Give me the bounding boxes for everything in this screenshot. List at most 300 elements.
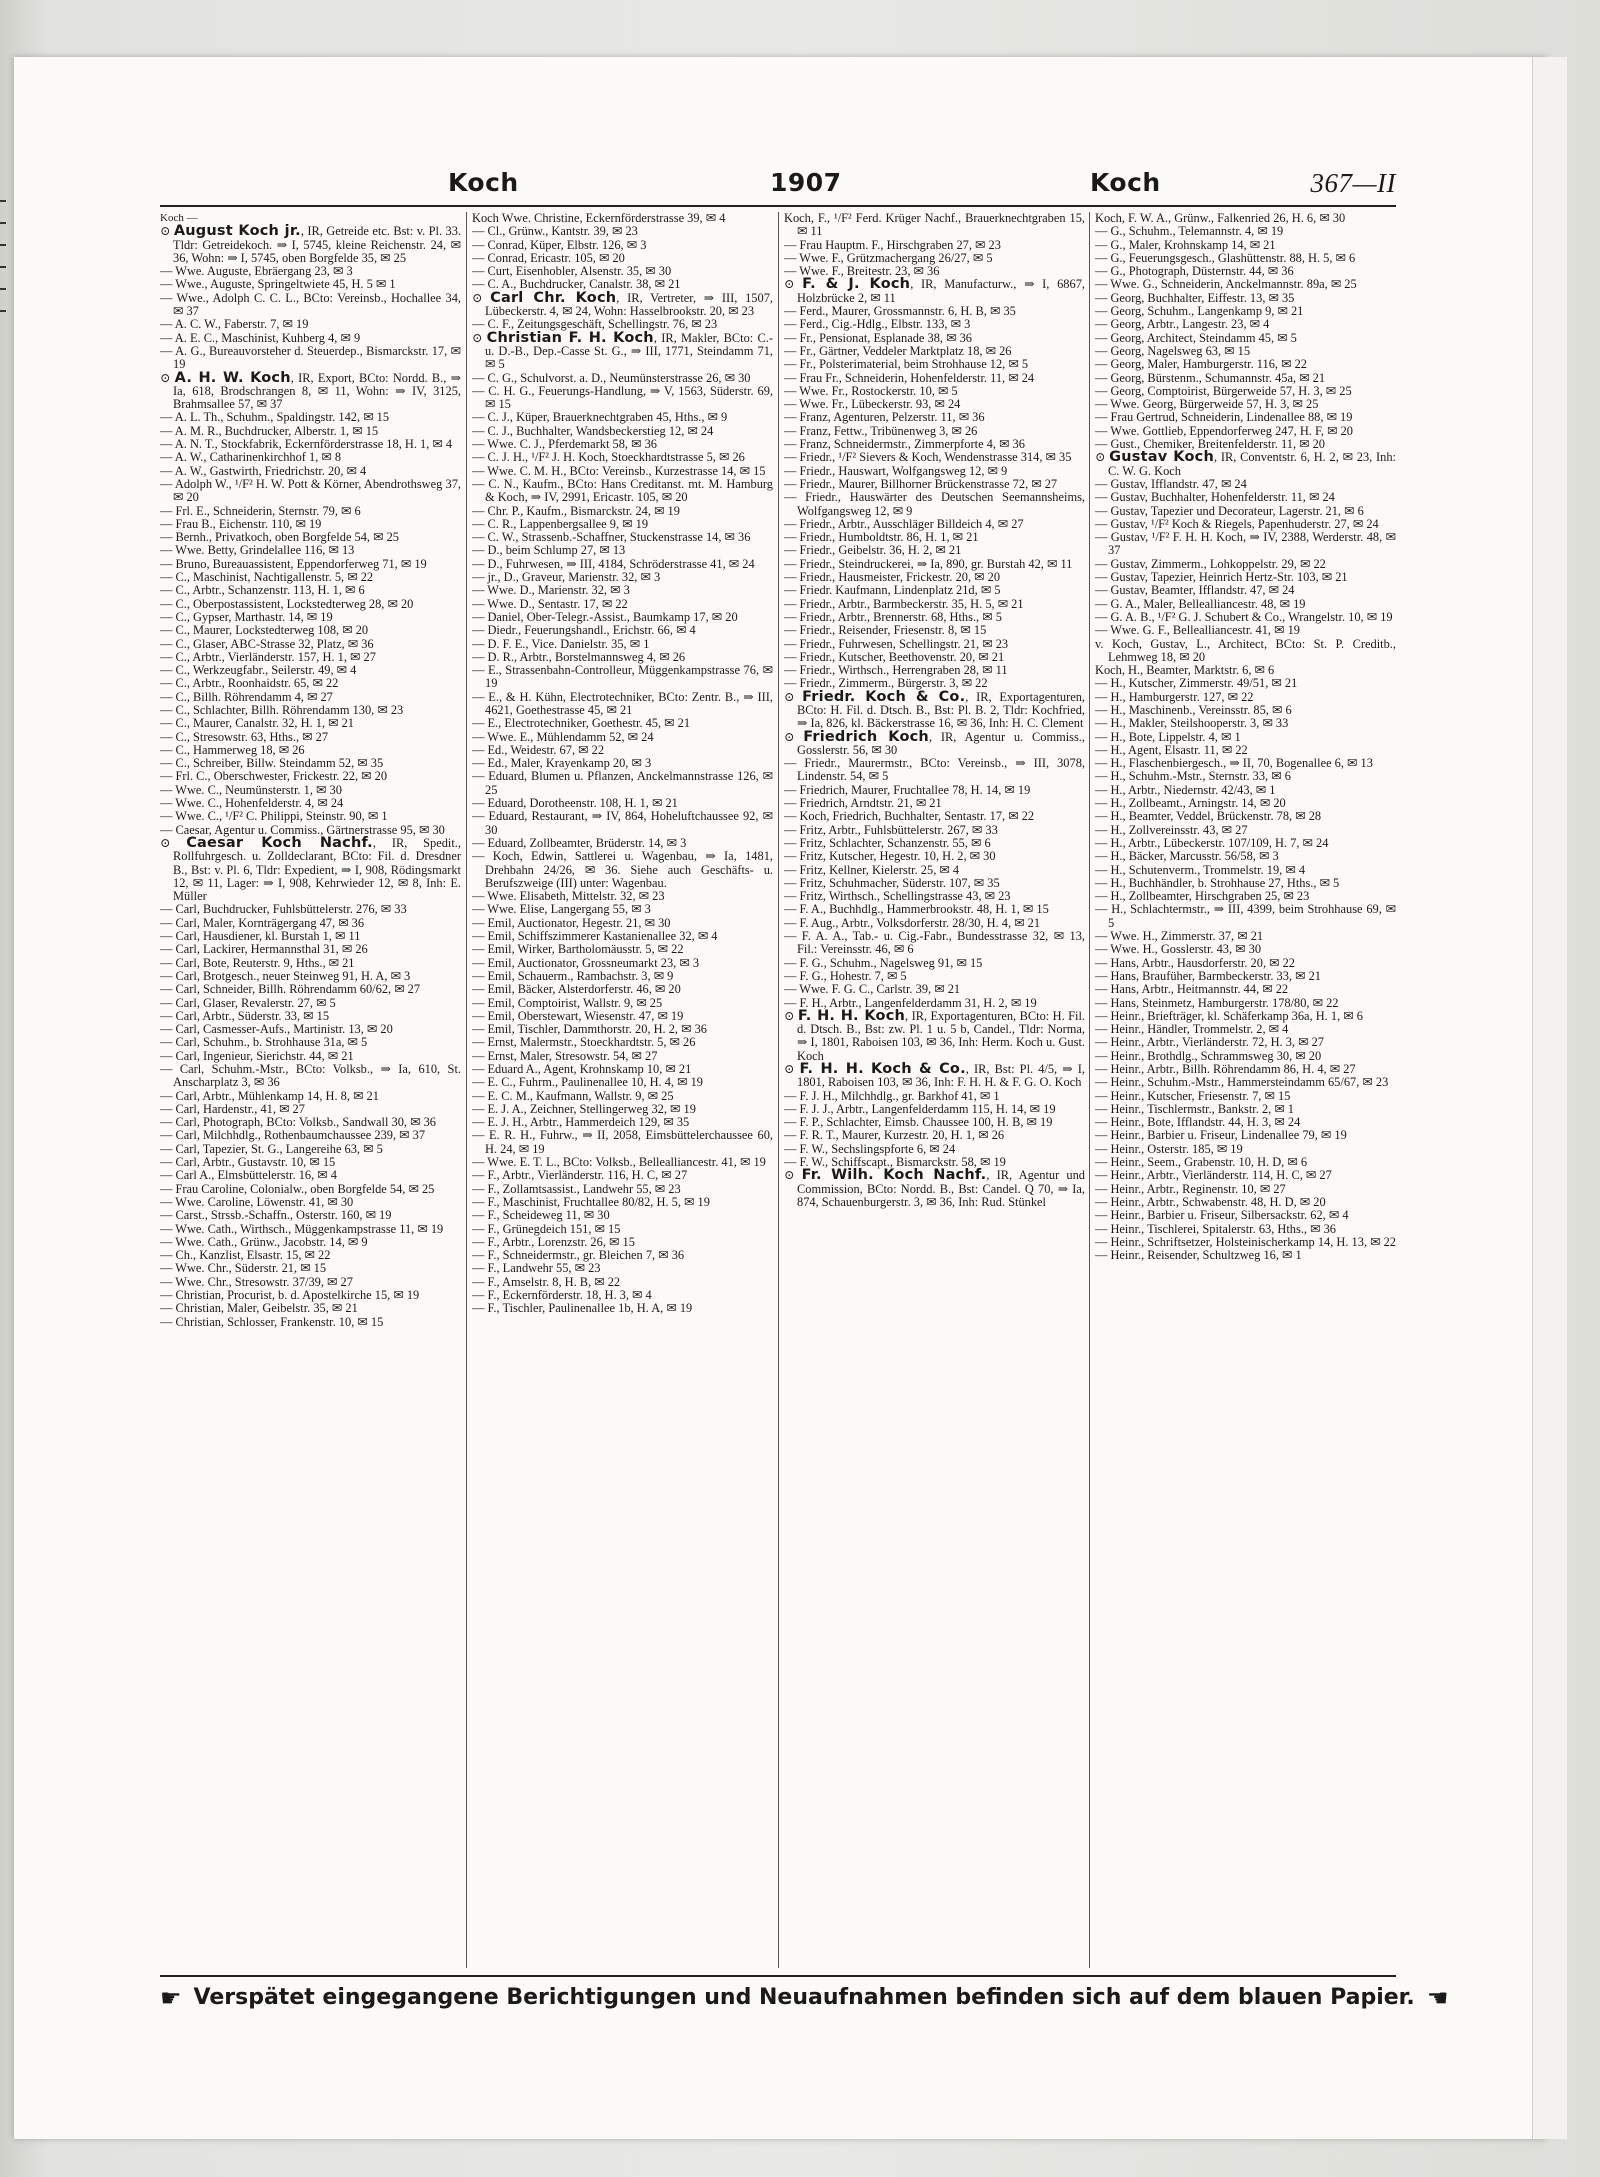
directory-entry: — F. Aug., Arbtr., Volksdorferstr. 28/30, H. 4, ✉ 21 (784, 915, 1041, 930)
directory-entry: — Franz, Schneidermstr., Zimmerpforte 4, ✉ 36 (784, 437, 1025, 452)
directory-entry: — Carl, Schuhm., b. Strohhause 31a, ✉ 5 (160, 1035, 368, 1050)
directory-entry: ⊙ Friedr. Koch & Co., IR, Exportagenturen, BCto: H. Fil. d. Dtsch. B., Bst: Pl. B. 2, Tldr: Kochfried, ⇒ Ia, 826, kl. Bäckerstrasse 16, ✉ 36, Inh: H. C. Clement (784, 688, 1085, 731)
directory-entry: — F. A. A., Tab.- u. Cig.-Fabr., Bundesstrasse 32, ✉ 13, Fil.: Vereinsstr. 46, ✉ 6 (784, 929, 1085, 957)
directory-entry: — Heinr., Arbtr., Schwabenstr. 48, H. D, ✉ 20 (1095, 1194, 1326, 1209)
directory-entry: — Wwe. Fr., Rostockerstr. 10, ✉ 5 (784, 383, 958, 398)
directory-entry: — Friedr., Steindruckerei, ⇒ Ia, 890, gr. Burstah 42, ✉ 11 (784, 556, 1073, 571)
directory-entry: ⊙ Gustav Koch, IR, Conventstr. 6, H. 2, ✉ 23, Inh: C. W. G. Koch (1095, 449, 1396, 478)
directory-entry: — Chr. P., Kaufm., Bismarckstr. 24, ✉ 19 (472, 503, 680, 518)
directory-entry: — C., Maschinist, Nachtigallenstr. 5, ✉ 22 (160, 570, 374, 585)
directory-entry: — Hans, Braufüher, Barmbeckerstr. 33, ✉ 21 (1095, 968, 1321, 983)
directory-entry: — F. J. J., Arbtr., Langenfelderdamm 115, H. 14, ✉ 19 (784, 1101, 1056, 1116)
directory-entry: — G., Schuhm., Telemannstr. 4, ✉ 19 (1095, 224, 1284, 239)
directory-entry: — Friedr., Arbtr., Barmbeckerstr. 35, H. 5, ✉ 21 (784, 596, 1024, 611)
footer-rule (160, 1975, 1396, 1977)
running-header (160, 168, 1396, 206)
directory-entry: — H., Arbtr., Lübeckerstr. 107/109, H. 7, ✉ 24 (1095, 835, 1329, 850)
directory-entry: — Wwe. F., Grützmachergang 26/27, ✉ 5 (784, 250, 993, 265)
directory-entry: — Bernh., Privatkoch, oben Borgfelde 54, ✉ 25 (160, 530, 399, 545)
directory-entry: — Georg, Maler, Hamburgerstr. 116, ✉ 22 (1095, 357, 1308, 372)
directory-entry: — Eduard, Restaurant, ⇒ IV, 864, Hoheluftchaussee 92, ✉ 30 (472, 809, 773, 837)
directory-entry: — Wwe. Auguste, Ebräergang 23, ✉ 3 (160, 264, 353, 279)
directory-entry: — Caesar, Agentur u. Commiss., Gärtnerstrasse 95, ✉ 30 (160, 822, 445, 837)
directory-entry: — Georg, Schuhm., Langenkamp 9, ✉ 21 (1095, 304, 1304, 319)
directory-entry: — Koch, Edwin, Sattlerei u. Wagenbau, ⇒ Ia, 1481, Drehbahn 24/26, ✉ 36. Siehe auch Geschäfts- u. Berufszweige (III) unter: Wagenbau. (472, 849, 773, 890)
directory-entry: — Gustav, ¹/F² Koch & Riegels, Papenhuderstr. 27, ✉ 24 (1095, 516, 1379, 531)
directory-entry: — Wwe. Georg, Bürgerweide 57, H. 3, ✉ 25 (1095, 397, 1319, 412)
directory-entry: — F., Grünegdeich 151, ✉ 15 (472, 1221, 621, 1236)
directory-entry: — H., Flaschenbiergesch., ⇒ II, 70, Bogenallee 6, ✉ 13 (1095, 756, 1373, 771)
directory-entry: — Friedr., Arbtr., Brennerstr. 68, Hths., ✉ 5 (784, 609, 1002, 624)
directory-entry: — Fr., Pensionat, Esplanade 38, ✉ 36 (784, 330, 972, 345)
directory-entry: — Fr., Gärtner, Veddeler Marktplatz 18, ✉ 26 (784, 343, 1012, 358)
directory-entry: — Gust., Chemiker, Breitenfelderstr. 11, ✉ 20 (1095, 437, 1326, 452)
directory-entry: — Eduard, Zollbeamter, Brüderstr. 14, ✉ 3 (472, 835, 687, 850)
directory-entry: — Georg, Buchhalter, Eiffestr. 13, ✉ 35 (1095, 290, 1295, 305)
directory-entry: — Heinr., Briefträger, kl. Schäferkamp 36a, H. 1, ✉ 6 (1095, 1008, 1363, 1023)
directory-entry: — Wwe. Gottlieb, Eppendorferweg 247, H. F, ✉ 20 (1095, 423, 1353, 438)
directory-entry: — Ed., Maler, Krayenkamp 20, ✉ 3 (472, 756, 652, 771)
directory-entry: — G., Photograph, Düsternstr. 44, ✉ 36 (1095, 264, 1294, 279)
directory-entry: — C. A., Buchdrucker, Canalstr. 38, ✉ 21 (472, 277, 681, 292)
directory-entry: — F., Schneidermstr., gr. Bleichen 7, ✉ 36 (472, 1248, 685, 1263)
directory-entry: — F., Tischler, Paulinenallee 1b, H. A, ✉ 19 (472, 1301, 693, 1316)
directory-entry: — Curt, Eisenhobler, Alsenstr. 35, ✉ 30 (472, 264, 672, 279)
directory-entry: — Wwe. G. F., Bellealliancestr. 41, ✉ 19 (1095, 623, 1300, 638)
directory-entry: — Carl, Milchhdlg., Rothenbaumchaussee 239, ✉ 37 (160, 1128, 426, 1143)
directory-entry: — C., Werkzeugfabr., Seilerstr. 49, ✉ 4 (160, 663, 357, 678)
directory-entry: — Fritz, Kellner, Kielerstr. 25, ✉ 4 (784, 862, 960, 877)
directory-entry: — Fr., Polsterimaterial, beim Strohhause 12, ✉ 5 (784, 357, 1029, 372)
directory-entry: — Friedr., Reisender, Friesenstr. 8, ✉ 15 (784, 623, 987, 638)
directory-entry: — Wwe., Auguste, Springeltwiete 45, H. 5 ✉ 1 (160, 277, 396, 292)
directory-entry: — G., Feuerungsgesch., Glashüttenstr. 88, H. 5, ✉ 6 (1095, 250, 1356, 265)
directory-entry: — F. R. T., Maurer, Kurzestr. 20, H. 1, ✉ 26 (784, 1128, 1005, 1143)
directory-entry: — Wwe. E. T. L., BCto: Volksb., Bellealliancestr. 41, ✉ 19 (472, 1155, 766, 1170)
directory-entry: — C. W., Strassenb.-Schaffner, Stuckenstrasse 14, ✉ 36 (472, 530, 751, 545)
directory-entry: — Gustav, Buchhalter, Hohenfelderstr. 11, ✉ 24 (1095, 490, 1335, 505)
directory-entry: — F. G., Hohestr. 7, ✉ 5 (784, 968, 907, 983)
directory-entry: — C. J., Buchhalter, Wandsbeckerstieg 12, ✉ 24 (472, 423, 714, 438)
directory-entry: — Heinr., Tischlermstr., Bankstr. 2, ✉ 1 (1095, 1101, 1295, 1116)
directory-entry: — Emil, Schauerm., Rambachstr. 3, ✉ 9 (472, 968, 674, 983)
directory-entry: — Friedr., Arbtr., Ausschläger Billdeich 4, ✉ 27 (784, 516, 1024, 531)
page-edge-strip (1532, 57, 1567, 2139)
directory-entry: — D. F. E., Vice. Danielstr. 35, ✉ 1 (472, 636, 650, 651)
directory-entry: ⊙ August Koch jr., IR, Getreide etc. Bst: v. Pl. 33. Tldr: Getreidekoch. ⇒ I, 5745, kleine Reichenstr. 24, ✉36, Wohn: ⇒ I, 5745, oben Borgfelde 35, ✉ 25 (160, 223, 461, 265)
directory-entry: — Ferd., Cig.-Hdlg., Elbstr. 133, ✉ 3 (784, 317, 971, 332)
directory-entry: — Heinr., Osterstr. 185, ✉ 19 (1095, 1141, 1243, 1156)
directory-entry: — F. W., Sechslingspforte 6, ✉ 24 (784, 1141, 956, 1156)
directory-entry: — Emil, Wirker, Bartholomäusstr. 5, ✉ 22 (472, 942, 684, 957)
directory-entry: — Ernst, Malermstr., Stoeckhardtstr. 5, ✉ 26 (472, 1035, 696, 1050)
directory-entry: — C., Arbtr., Roonhaidstr. 65, ✉ 22 (160, 676, 339, 691)
directory-entry: — Christian, Procurist, b. d. Apostelkirche 15, ✉ 19 (160, 1288, 420, 1303)
directory-entry: — Heinr., Händler, Trommelstr. 2, ✉ 4 (1095, 1022, 1289, 1037)
footer-notice (160, 1984, 1449, 2016)
directory-entry: — Heinr., Schriftsetzer, Holsteinischerkamp 14, H. 13, ✉ 22 (1095, 1234, 1396, 1249)
directory-entry: — Georg, Arbtr., Langestr. 23, ✉ 4 (1095, 317, 1270, 332)
directory-entry: — Ernst, Maler, Stresowstr. 54, ✉ 27 (472, 1048, 658, 1063)
directory-entry: — F. J. H., Milchhdlg., gr. Barkhof 41, ✉ 1 (784, 1088, 1000, 1103)
directory-entry: — Wwe. Elise, Langergang 55, ✉ 3 (472, 902, 651, 917)
directory-entry: — F. A., Buchhdlg., Hammerbrookstr. 48, H. 1, ✉ 15 (784, 902, 1049, 917)
directory-entry: — E. C., Fuhrm., Paulinenallee 10, H. 4, ✉ 19 (472, 1075, 703, 1090)
directory-entry: — Wwe. Elisabeth, Mittelstr. 32, ✉ 23 (472, 889, 665, 904)
directory-entry: — Carl, Brotgesch., neuer Steinweg 91, H. A, ✉ 3 (160, 968, 411, 983)
directory-entry: — F., Amselstr. 8, H. B, ✉ 22 (472, 1274, 621, 1289)
column-4 (1095, 212, 1396, 1968)
directory-entry: — A. G., Bureauvorsteher d. Steuerdep., Bismarckstr. 17, ✉ 19 (160, 343, 461, 372)
directory-entry: — Heinr., Brothdlg., Schrammsweg 30, ✉ 20 (1095, 1048, 1322, 1063)
directory-entry: — Wwe. C., Hohenfelderstr. 4, ✉ 24 (160, 796, 344, 811)
directory-entry: — Fritz, Schlachter, Schanzenstr. 55, ✉ 6 (784, 835, 991, 850)
directory-entry: — Gustav, Tapezier und Decorateur, Lagerstr. 21, ✉ 6 (1095, 503, 1364, 518)
directory-entry: — Frau B., Eichenstr. 110, ✉ 19 (160, 516, 322, 531)
directory-entry: — Georg, Comptoirist, Bürgerweide 57, H. 3, ✉ 25 (1095, 383, 1352, 398)
directory-entry: — Heinr., Arbtr., Reginenstr. 10, ✉ 27 (1095, 1181, 1286, 1196)
directory-entry: — Frl. E., Schneiderin, Sternstr. 79, ✉ 6 (160, 503, 361, 518)
directory-entry: — Heinr., Barbier u. Friseur, Silbersackstr. 62, ✉ 4 (1095, 1208, 1349, 1223)
directory-entry: — Hans, Arbtr., Hausdorferstr. 20, ✉ 22 (1095, 955, 1296, 970)
directory-entry: — C., Hammerweg 18, ✉ 26 (160, 742, 305, 757)
directory-entry: ⊙ Caesar Koch Nachf., IR, Spedit., Rollfuhrgesch. u. Zolldeclarant, BCto: Fil. d. Dresdner B., Bst: v. Pl. 6, Tldr: Expedient, ⇒ I, 908, Rödingsmarkt 12, ✉ 11, Lager: ⇒ I, 908, Kehrwieder 12, ✉ 8, Inh: E. Müller (160, 834, 461, 904)
directory-entry: — F. P., Schlachter, Eimsb. Chaussee 100, H. B, ✉ 19 (784, 1115, 1053, 1130)
directory-entry: — Franz, Agenturen, Pelzerstr. 11, ✉ 36 (784, 410, 985, 425)
directory-entry: — Wwe. E., Mühlendamm 52, ✉ 24 (472, 729, 654, 744)
directory-entry: — Carl, Buchdrucker, Fuhlsbüttelerstr. 276, ✉ 33 (160, 902, 407, 917)
directory-entry: — Bruno, Bureauassistent, Eppendorferweg 71, ✉ 19 (160, 556, 427, 571)
directory-entry: — Friedr., Geibelstr. 36, H. 2, ✉ 21 (784, 543, 962, 558)
directory-entry: — Georg, Architect, Steindamm 45, ✉ 5 (1095, 330, 1297, 345)
directory-entry: — Adolph W., ¹/F² H. W. Pott & Körner, Abendrothsweg 37, ✉ 20 (160, 476, 461, 505)
directory-entry: — H., Bote, Lippelstr. 4, ✉ 1 (1095, 729, 1241, 744)
directory-entry: — Christian, Schlosser, Frankenstr. 10, ✉ 15 (160, 1314, 384, 1329)
directory-entry: — Carl, Hardenstr., 41, ✉ 27 (160, 1101, 305, 1116)
directory-entry: — C., Arbtr., Vierländerstr. 157, H. 1, ✉ 27 (160, 649, 376, 664)
header-rule (160, 205, 1396, 207)
directory-entry: — H., Buchhändler, b. Strohhause 27, Hths., ✉ 5 (1095, 875, 1340, 890)
directory-entry: — Wwe. Cath., Grünw., Jacobstr. 14, ✉ 9 (160, 1234, 368, 1249)
directory-entry: — H., Schlachtermstr., ⇒ III, 4399, beim Strohhause 69, ✉ 5 (1095, 902, 1396, 930)
directory-entry: — A. L. Th., Schuhm., Spaldingstr. 142, ✉ 15 (160, 410, 390, 425)
directory-entry: — C. J. H., ¹/F² J. H. Koch, Stoeckhardtstrasse 5, ✉ 26 (472, 450, 745, 465)
directory-entry: — Carl A., Elmsbüttelerstr. 16, ✉ 4 (160, 1168, 337, 1183)
directory-entry: — Gustav, Zimmerm., Lohkoppelstr. 29, ✉ 22 (1095, 556, 1326, 571)
directory-entry: — Frau Gertrud, Schneiderin, Lindenallee 88, ✉ 19 (1095, 410, 1353, 425)
directory-entry: — E. R. H., Fuhrw., ⇒ II, 2058, Eimsbüttelerchaussee 60, H. 24, ✉ 19 (472, 1128, 773, 1156)
directory-entry: — Daniel, Ober-Telegr.-Assist., Baumkamp 17, ✉ 20 (472, 609, 738, 624)
directory-entry: — Cl., Grünw., Kantstr. 39, ✉ 23 (472, 224, 638, 239)
footer-notice-text: Verspätet eingegangene Berichtigungen und Neuaufnahmen befinden sich auf dem blauen Papier. (193, 1985, 1415, 2010)
directory-entry: — C., Arbtr., Schanzenstr. 113, H. 1, ✉ 6 (160, 583, 365, 598)
directory-entry: — Christian, Maler, Geibelstr. 35, ✉ 21 (160, 1301, 358, 1316)
directory-entry: — Fritz, Schuhmacher, Süderstr. 107, ✉ 35 (784, 875, 1000, 890)
directory-entry: — F. W., Schiffscapt., Bismarckstr. 58, ✉ 19 (784, 1155, 1006, 1170)
directory-entry: — C., Maurer, Canalstr. 32, H. 1, ✉ 21 (160, 716, 355, 731)
directory-entry: — Conrad, Küper, Elbstr. 126, ✉ 3 (472, 237, 647, 252)
directory-entry: — H., Bäcker, Marcusstr. 56/58, ✉ 3 (1095, 849, 1279, 864)
binding-edge-marks (0, 180, 10, 440)
directory-entry: — Wwe. C., ¹/F² C. Philippi, Steinstr. 90, ✉ 1 (160, 809, 388, 824)
directory-entry: — Heinr., Bote, Ifflandstr. 44, H. 3, ✉ 24 (1095, 1115, 1301, 1130)
directory-entry: — E. C. M., Kaufmann, Wallstr. 9, ✉ 25 (472, 1088, 674, 1103)
header-year: 1907 (770, 168, 842, 197)
directory-entry: — Heinr., Barbier u. Friseur, Lindenallee 79, ✉ 19 (1095, 1128, 1347, 1143)
directory-entry: — C., Schlachter, Billh. Röhrendamm 130, ✉ 23 (160, 702, 404, 717)
directory-entry: — Emil, Auctionator, Hegestr. 21, ✉ 30 (472, 915, 671, 930)
directory-entry: — E., Electrotechniker, Goethestr. 45, ✉ 21 (472, 716, 691, 731)
directory-entry: — Carl, Arbtr., Gustavstr. 10, ✉ 15 (160, 1155, 336, 1170)
directory-entry: — Friedr., Hauswärter des Deutschen Seemannsheims, Wolfgangsweg 12, ✉ 9 (784, 490, 1085, 518)
directory-entry: — Eduard, Dorotheenstr. 108, H. 1, ✉ 21 (472, 796, 678, 811)
directory-entry: — Ch., Kanzlist, Elsastr. 15, ✉ 22 (160, 1248, 331, 1263)
directory-entry: Koch, F., ¹/F² Ferd. Krüger Nachf., Brauerknechtgraben 15, ✉ 11 (784, 212, 1085, 239)
directory-entry: — C., Schreiber, Billw. Steindamm 52, ✉ 35 (160, 756, 384, 771)
directory-entry: — Hans, Steinmetz, Hamburgerstr. 178/80, ✉ 22 (1095, 995, 1339, 1010)
directory-entry: — Carl, Maler, Kornträgergang 47, ✉ 36 (160, 915, 365, 930)
directory-entry: — F. G., Schuhm., Nagelsweg 91, ✉ 15 (784, 955, 983, 970)
directory-entry: — E., Strassenbahn-Controlleur, Müggenkampstrasse 76, ✉ 19 (472, 663, 773, 691)
pointing-hand-icon: ☛ (1426, 1984, 1449, 2012)
directory-entry: — Emil, Oberstewart, Wiesenstr. 47, ✉ 19 (472, 1008, 684, 1023)
directory-entry: — Friedrich, Maurer, Fruchtallee 78, H. 14, ✉ 19 (784, 782, 1031, 797)
directory-entry: — Wwe. Caroline, Löwenstr. 41, ✉ 30 (160, 1194, 354, 1209)
directory-entry: — C., Gypser, Marthastr. 14, ✉ 19 (160, 609, 333, 624)
directory-entry: — Carl, Lackirer, Hermannsthal 31, ✉ 26 (160, 942, 368, 957)
directory-entry: — A. N. T., Stockfabrik, Eckernförderstrasse 18, H. 1, ✉ 4 (160, 437, 453, 452)
pointing-hand-icon: ☛ (160, 1984, 182, 2012)
directory-entry: — Carst., Strssb.-Schaffn., Osterstr. 160, ✉ 19 (160, 1208, 392, 1223)
directory-entry: Koch, H., Beamter, Marktstr. 6, ✉ 6 (1095, 663, 1275, 678)
directory-entry: — Friedr., Hausmeister, Frickestr. 20, ✉ 20 (784, 570, 1001, 585)
directory-entry: — Heinr., Arbtr., Vierländerstr. 72, H. 3, ✉ 27 (1095, 1035, 1324, 1050)
directory-entry: — Hans, Arbtr., Heitmannstr. 44, ✉ 22 (1095, 982, 1289, 997)
directory-entry: — E. J. A., Zeichner, Stellingerweg 32, ✉ 19 (472, 1101, 696, 1116)
directory-entry: — Friedr., Maurer, Billhorner Brückenstrasse 72, ✉ 27 (784, 476, 1058, 491)
directory-entry: — H., Schutenverm., Trommelstr. 19, ✉ 4 (1095, 862, 1306, 877)
directory-entry: — Wwe. C., Neumünsterstr. 1, ✉ 30 (160, 782, 342, 797)
directory-entry: — Friedrich, Arndtstr. 21, ✉ 21 (784, 796, 942, 811)
directory-entry: — Heinr., Seem., Grabenstr. 10, H. D, ✉ 6 (1095, 1155, 1308, 1170)
directory-entry: — F., Eckernförderstr. 18, H. 3, ✉ 4 (472, 1288, 652, 1303)
directory-entry: — jr., D., Graveur, Marienstr. 32, ✉ 3 (472, 570, 661, 585)
column-divider (1089, 212, 1090, 1968)
directory-entry: — Gustav, Beamter, Ifflandstr. 47, ✉ 24 (1095, 583, 1295, 598)
directory-entry: — C., Billh. Röhrendamm 4, ✉ 27 (160, 689, 333, 704)
directory-entry: — Heinr., Arbtr., Billh. Röhrendamm 86, H. 4, ✉ 27 (1095, 1062, 1356, 1076)
directory-entry: — Wwe. D., Sentastr. 17, ✉ 22 (472, 596, 628, 611)
directory-entry: Koch — (160, 212, 198, 224)
directory-entry: — Wwe. F., Breitestr. 23, ✉ 36 (784, 264, 940, 279)
directory-entry: — H., Maschinenb., Vereinsstr. 85, ✉ 6 (1095, 702, 1292, 717)
directory-entry: — Emil, Comptoirist, Wallstr. 9, ✉ 25 (472, 995, 663, 1010)
directory-entry: — H., Makler, Steilshooperstr. 3, ✉ 33 (1095, 716, 1289, 731)
directory-entry: — Koch, Friedrich, Buchhalter, Sentastr. 17, ✉ 22 (784, 809, 1035, 824)
directory-entry: — Gustav, ¹/F² F. H. H. Koch, ⇒ IV, 2388, Werderstr. 48, ✉ 37 (1095, 530, 1396, 558)
directory-entry: — Carl, Arbtr., Süderstr. 33, ✉ 15 (160, 1008, 330, 1023)
directory-entry: — Heinr., Kutscher, Friesenstr. 7, ✉ 15 (1095, 1088, 1291, 1103)
directory-entry: — Gustav, Tapezier, Heinrich Hertz-Str. 103, ✉ 21 (1095, 570, 1348, 585)
directory-entry: — Wwe. C. M. H., BCto: Vereinsb., Kurzestrasse 14, ✉ 15 (472, 463, 766, 478)
directory-entry: — Friedr., Kutscher, Beethovenstr. 20, ✉ 21 (784, 649, 1005, 664)
directory-entry: — C. H. G., Feuerungs-Handlung, ⇒ V, 1563, Süderstr. 69, ✉ 15 (472, 383, 773, 412)
directory-entry: Koch Wwe. Christine, Eckernförderstrasse 39, ✉ 4 (472, 212, 726, 225)
directory-entry: — G. A., Maler, Bellealliancestr. 48, ✉ 19 (1095, 596, 1306, 611)
directory-entry: — Carl, Schuhm.-Mstr., BCto: Volksb., ⇒ Ia, 610, St. Anscharplatz 3, ✉ 36 (160, 1062, 461, 1090)
directory-entry: — Friedr., Hauswart, Wolfgangsweg 12, ✉ 9 (784, 463, 1008, 478)
directory-entry: — Frau Hauptm. F., Hirschgraben 27, ✉ 23 (784, 237, 1001, 252)
directory-entry: — G. A. B., ¹/F² G. J. Schubert & Co., Wrangelstr. 10, ✉ 19 (1095, 609, 1393, 624)
directory-entry: — Friedr. Kaufmann, Lindenplatz 21d, ✉ 5 (784, 583, 1001, 598)
directory-entry: — D., Fuhrwesen, ⇒ III, 4184, Schröderstrasse 41, ✉ 24 (472, 556, 755, 571)
directory-entry: — H., Beamter, Veddel, Brückenstr. 78, ✉ 28 (1095, 809, 1322, 824)
directory-entry: — Emil, Tischler, Dammthorstr. 20, H. 2, ✉ 36 (472, 1022, 707, 1037)
directory-entry: — Heinr., Tischlerei, Spitalerstr. 63, Hths., ✉ 36 (1095, 1221, 1336, 1236)
directory-entry: — Carl, Schneider, Billh. Röhrendamm 60/62, ✉ 27 (160, 982, 421, 997)
directory-entry: — A. W., Gastwirth, Friedrichstr. 20, ✉ 4 (160, 463, 367, 478)
directory-entry: — Carl, Tapezier, St. G., Langereihe 63, ✉ 5 (160, 1141, 383, 1156)
directory-entry: — F., Landwehr 55, ✉ 23 (472, 1261, 601, 1276)
directory-entry: — H., Agent, Elsastr. 11, ✉ 22 (1095, 742, 1248, 757)
directory-entry: — F., Arbtr., Lorenzstr. 26, ✉ 15 (472, 1234, 635, 1249)
directory-entry: — C. R., Lappenbergsallee 9, ✉ 19 (472, 516, 649, 531)
directory-entry: — Friedr., Humboldtstr. 86, H. 1, ✉ 21 (784, 530, 979, 545)
directory-entry: — Wwe., Adolph C. C. L., BCto: Vereinsb., Hochallee 34, ✉ 37 (160, 290, 461, 319)
directory-entry: — Wwe. F. G. C., Carlstr. 39, ✉ 21 (784, 982, 961, 997)
directory-entry: — Georg, Nagelsweg 63, ✉ 15 (1095, 343, 1251, 358)
directory-entry: ⊙ F. H. H. Koch, IR, Exportagenturen, BCto: H. Fil. d. Dtsch. B., Bst: zw. Pl. 1 u. 5 b, Candel., Tldr: Norma, ⇒ I, 1801, Raboisen 103, ✉ 36, Inh: Herm. Koch u. Gust. Koch (784, 1007, 1085, 1063)
directory-entry: — Wwe. Betty, Grindelallee 116, ✉ 13 (160, 543, 355, 558)
directory-entry: ⊙ Fr. Wilh. Koch Nachf., IR, Agentur und Commission, BCto: Nordd. B., Bst: Candel. Q 70, ⇒ Ia, 874, Schauenburgerstr. 3, ✉ 36, Inh: Rud. Stünkel (784, 1167, 1085, 1209)
directory-entry: — Carl, Ingenieur, Sierichstr. 44, ✉ 21 (160, 1048, 354, 1063)
directory-entry: — Friedr., Fuhrwesen, Schellingstr. 21, ✉ 23 (784, 636, 1009, 651)
directory-entry: — F., Zollamtsassist., Landwehr 55, ✉ 23 (472, 1181, 681, 1196)
directory-entry: ⊙ Friedrich Koch, IR, Agentur u. Commiss., Gosslerstr. 56, ✉ 30 (784, 728, 1085, 757)
directory-entry: — Conrad, Ericastr. 105, ✉ 20 (472, 250, 625, 265)
directory-entry: — Wwe. G., Schneiderin, Anckelmannstr. 89a, ✉ 25 (1095, 277, 1357, 292)
directory-entry: — A. M. R., Buchdrucker, Alberstr. 1, ✉ 15 (160, 423, 379, 438)
directory-entry: — F., Maschinist, Fruchtallee 80/82, H. 5, ✉ 19 (472, 1194, 710, 1209)
directory-entry: — F. H., Arbtr., Langenfelderdamm 31, H. 2, ✉ 19 (784, 995, 1037, 1010)
directory-entry: — Ferd., Maurer, Grossmannstr. 6, H. B, ✉ 35 (784, 304, 1016, 319)
directory-entry: — Friedr., Wirthsch., Herrengraben 28, ✉ 11 (784, 663, 1008, 678)
directory-entry: — C. F., Zeitungsgeschäft, Schellingstr. 76, ✉ 23 (472, 317, 718, 332)
directory-entry: — Carl, Glaser, Revalerstr. 27, ✉ 5 (160, 995, 336, 1010)
directory-entry: — Carl, Arbtr., Mühlenkamp 14, H. 8, ✉ 21 (160, 1088, 379, 1103)
directory-entry: — Emil, Schiffszimmerer Kastanienallee 32, ✉ 4 (472, 929, 718, 944)
directory-entry: ⊙ Carl Chr. Koch, IR, Vertreter, ⇒ III, 1507, Lübeckerstr. 4, ✉ 24, Wohn: Hasselbrookstr. 20, ✉ 23 (472, 289, 773, 319)
directory-entry: Koch, F. W. A., Grünw., Falkenried 26, H. 6, ✉ 30 (1095, 212, 1346, 225)
directory-entry: — F., Scheideweg 11, ✉ 30 (472, 1208, 610, 1223)
directory-entry: — A. C. W., Faberstr. 7, ✉ 19 (160, 317, 309, 332)
column-3 (784, 212, 1085, 1968)
directory-entry: — Wwe. H., Zimmerstr. 37, ✉ 21 (1095, 929, 1264, 944)
directory-entry: — Fritz, Kutscher, Hegestr. 10, H. 2, ✉ 30 (784, 849, 996, 864)
directory-entry: — Georg, Bürstenm., Schumannstr. 45a, ✉ 21 (1095, 370, 1326, 385)
header-right-word: Koch (1090, 168, 1161, 197)
directory-entry: — Fritz, Wirthsch., Schellingstrasse 43, ✉ 23 (784, 889, 1011, 904)
directory-entry: — C. J., Küper, Brauerknechtgraben 45, Hths., ✉ 9 (472, 410, 728, 425)
directory-entry: — Fritz, Arbtr., Fuhlsbüttelerstr. 267, ✉ 33 (784, 822, 998, 837)
directory-entry: — C., Glaser, ABC-Strasse 32, Platz, ✉ 36 (160, 636, 374, 651)
directory-entry: — Frau Fr., Schneiderin, Hohenfelderstr. 11, ✉ 24 (784, 370, 1035, 385)
column-1 (160, 212, 461, 1968)
directory-entry: — Carl, Hausdiener, kl. Burstah 1, ✉ 11 (160, 929, 361, 944)
directory-entry: — C. G., Schulvorst. a. D., Neumünsterstrasse 26, ✉ 30 (472, 370, 751, 385)
directory-entry: — H., Arbtr., Niedernstr. 42/43, ✉ 1 (1095, 782, 1276, 797)
directory-entry: — Heinr., Schuhm.-Mstr., Hammersteindamm 65/67, ✉ 23 (1095, 1075, 1389, 1090)
directory-entry: — Diedr., Feuerungshandl., Erichstr. 66, ✉ 4 (472, 623, 696, 638)
column-divider (778, 212, 779, 1968)
directory-entry: — Friedr., Zimmerm., Bürgerstr. 3, ✉ 22 (784, 676, 988, 691)
directory-entry: — Frl. C., Oberschwester, Frickestr. 22, ✉ 20 (160, 769, 388, 784)
directory-entry: — A. E. C., Maschinist, Kuhberg 4, ✉ 9 (160, 330, 361, 345)
directory-entry: — Wwe. Fr., Lübeckerstr. 93, ✉ 24 (784, 397, 961, 412)
directory-entry: ⊙ F. & J. Koch, IR, Manufacturw., ⇒ I, 6867, Holzbrücke 2, ✉ 11 (784, 276, 1085, 305)
directory-entry: — Friedr., ¹/F² Sievers & Koch, Wendenstrasse 314, ✉ 35 (784, 450, 1072, 465)
directory-entry: — Eduard A., Agent, Krohnskamp 10, ✉ 21 (472, 1062, 692, 1076)
directory-entry: — E. J. H., Arbtr., Hammerdeich 129, ✉ 35 (472, 1115, 690, 1130)
directory-entry: v. Koch, Gustav, L., Architect, BCto: St. P. Creditb., Lehmweg 18, ✉ 20 (1095, 636, 1396, 664)
directory-entry: — Frau Caroline, Colonialw., oben Borgfelde 54, ✉ 25 (160, 1181, 435, 1196)
directory-entry: — D. R., Arbtr., Borstelmannsweg 4, ✉ 26 (472, 649, 686, 664)
column-divider (466, 212, 467, 1968)
directory-entry: — Wwe. D., Marienstr. 32, ✉ 3 (472, 583, 630, 598)
directory-entry: — Franz, Fettw., Tribünenweg 3, ✉ 26 (784, 423, 978, 438)
directory-entry: — H., Zollbeamter, Hirschgraben 25, ✉ 23 (1095, 889, 1310, 904)
directory-entry: — C. N., Kaufm., BCto: Hans Creditanst. mt. M. Hamburg & Koch, ⇒ IV, 2991, Ericastr. 105, ✉ 20 (472, 476, 773, 505)
directory-entry: — Emil, Auctionator, Grossneumarkt 23, ✉ 3 (472, 955, 700, 970)
directory-entry: — Eduard, Blumen u. Pflanzen, Anckelmannstrasse 126, ✉ 25 (472, 769, 773, 797)
directory-entry: ⊙ Christian F. H. Koch, IR, Makler, BCto: C.- u. D.-B., Dep.-Casse St. G., ⇒ III, 1771, Steindamm 71, ✉ 5 (472, 329, 773, 372)
directory-entry: — Wwe. Chr., Stresowstr. 37/39, ✉ 27 (160, 1274, 353, 1289)
directory-entry: — A. W., Catharinenkirchhof 1, ✉ 8 (160, 450, 342, 465)
directory-entry: — Carl, Bote, Reuterstr. 9, Hths., ✉ 21 (160, 955, 355, 970)
directory-entry: — E., & H. Kühn, Electrotechniker, BCto: Zentr. B., ⇒ III, 4621, Goethestrasse 45, ✉ 21 (472, 689, 773, 717)
directory-entry: — H., Zollvereinsstr. 43, ✉ 27 (1095, 822, 1248, 837)
directory-entry: — Heinr., Reisender, Schultzweg 16, ✉ 1 (1095, 1248, 1302, 1263)
directory-entry: — Heinr., Arbtr., Vierländerstr. 114, H. C, ✉ 27 (1095, 1168, 1332, 1183)
directory-entry: — Carl, Casmesser-Aufs., Martinistr. 13, ✉ 20 (160, 1022, 393, 1037)
directory-entry: — H., Schuhm.-Mstr., Sternstr. 33, ✉ 6 (1095, 769, 1291, 784)
directory-entry: — Carl, Photograph, BCto: Volksb., Sandwall 30, ✉ 36 (160, 1115, 436, 1130)
directory-entry: — Wwe. C. J., Pferdemarkt 58, ✉ 36 (472, 437, 657, 452)
directory-entry: — C., Maurer, Lockstedterweg 108, ✉ 20 (160, 623, 369, 638)
directory-entry: — C., Oberpostassistent, Lockstedterweg 28, ✉ 20 (160, 596, 414, 611)
directory-entry: — Gustav, Ifflandstr. 47, ✉ 24 (1095, 476, 1247, 491)
directory-entry: — Friedr., Maurermstr., BCto: Vereinsb., ⇒ III, 3078, Lindenstr. 54, ✉ 5 (784, 756, 1085, 784)
directory-entry: ⊙ A. H. W. Koch, IR, Export, BCto: Nordd. B., ⇒ Ia, 618, Brodschrangen 8, ✉ 11, Wohn: ⇒ IV, 3125, Brahmsallee 57, ✉ 37 (160, 369, 461, 412)
column-2 (472, 212, 773, 1968)
directory-entry: — F., Arbtr., Vierländerstr. 116, H. C, ✉ 27 (472, 1168, 688, 1183)
directory-entry: — Ed., Weidestr. 67, ✉ 22 (472, 742, 605, 757)
directory-columns (160, 212, 1396, 1968)
page-number: 367—II (1310, 168, 1396, 198)
directory-entry: — Wwe. Chr., Süderstr. 21, ✉ 15 (160, 1261, 327, 1276)
directory-entry: — C., Stresowstr. 63, Hths., ✉ 27 (160, 729, 329, 744)
directory-entry: ⊙ F. H. H. Koch & Co., IR, Bst: Pl. 4/5, ⇒ I, 1801, Raboisen 103, ✉ 36, Inh: F. H. H. & F. G. O. Koch (784, 1061, 1085, 1090)
header-left-word: Koch (448, 168, 519, 197)
directory-entry: — H., Hamburgerstr. 127, ✉ 22 (1095, 689, 1254, 704)
directory-entry: — H., Zollbeamt., Arningstr. 14, ✉ 20 (1095, 796, 1286, 811)
directory-entry: — G., Maler, Krohnskamp 14, ✉ 21 (1095, 237, 1276, 252)
directory-entry: — Wwe. H., Gosslerstr. 43, ✉ 30 (1095, 942, 1262, 957)
directory-entry: — Wwe. Cath., Wirthsch., Müggenkampstrasse 11, ✉ 19 (160, 1221, 444, 1236)
directory-entry: — D., beim Schlump 27, ✉ 13 (472, 543, 626, 558)
directory-entry: — H., Kutscher, Zimmerstr. 49/51, ✉ 21 (1095, 676, 1298, 691)
directory-entry: — Emil, Bäcker, Alsterdorferstr. 46, ✉ 20 (472, 982, 681, 997)
